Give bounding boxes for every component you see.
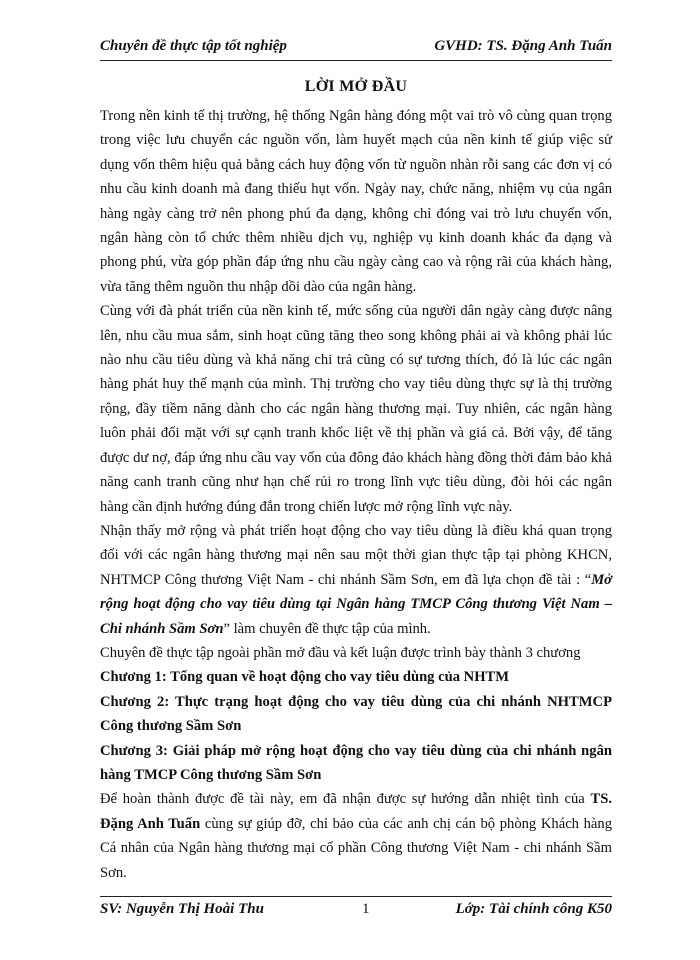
document-body xyxy=(100,104,612,885)
header-right: GVHD: TS. Đặng Anh Tuấn xyxy=(434,38,612,54)
paragraph-thanks-tail: cùng sự giúp đỡ, chỉ bảo của các anh chị cán bộ phòng Khách hàng Cá nhân của Ngân hàng thương mại cổ phần Công thương Việt Nam - chi nhánh Sầm Sơn. xyxy=(100,815,612,881)
chapter-2: Chương 2: Thực trạng hoạt động cho vay tiêu dùng của chi nhánh NHTMCP Công thương Sầm Sơn xyxy=(100,693,612,735)
paragraph-topic-lead: Nhận thấy mở rộng và phát triển hoạt động cho vay tiêu dùng là điều khá quan trọng đối với các ngân hàng thương mại nên sau một thời gian thực tập tại phòng KHCN, NHTMCP Công thương Việt Nam - chi nhánh Sầm Sơn, em đã lựa chọn đề tài : “ xyxy=(100,522,612,588)
chapter-3: Chương 3: Giải pháp mở rộng hoạt động cho vay tiêu dùng của chi nhánh ngân hàng TMCP Công thương Sầm Sơn xyxy=(100,742,612,783)
paragraph-topic-tail: ” làm chuyên đề thực tập của mình. xyxy=(223,620,431,637)
page-footer xyxy=(100,896,612,921)
paragraph-thanks-lead: Để hoàn thành được đề tài này, em đã nhận được sự hướng dẫn nhiệt tình của xyxy=(100,791,591,808)
paragraph-structure: Chuyên đề thực tập ngoài phần mở đầu và kết luận được trình bày thành 3 chương xyxy=(100,644,581,661)
footer-class: Lớp: Tài chính công K50 xyxy=(455,901,612,917)
paragraph-context: Cùng với đà phát triển của nền kinh tế, mức sống của người dân ngày càng được nâng lên, nhu cầu mua sắm, sinh hoạt cũng tăng theo song không phải ai và không phải lúc nào nhu cầu tiêu dùng và khả năng chi trả cũng có sự tương thích, đó là lúc các ngân hàng phát huy thế mạnh của mình. Thị trường cho vay tiêu dùng thực sự là thị trường rộng, đầy tiềm năng dành cho các ngân hàng thương mại. Tuy nhiên, các ngân hàng luôn phải đối mặt với sự cạnh tranh khốc liệt về thị phần và giá cả. Bởi vậy, để tăng được dư nợ, đáp ứng nhu cầu vay vốn của đông đảo khách hàng đồng thời đảm bảo khả năng canh tranh cũng như hạn chế rủi ro trong lĩnh vực tiêu dùng, đòi hỏi các ngân hàng cần định hướng đúng đắn trong chiến lược mở rộng lĩnh vực này. xyxy=(100,303,612,515)
page-title: LỜI MỞ ĐẦU xyxy=(304,78,408,95)
paragraph-topic xyxy=(100,519,612,641)
page-header xyxy=(100,38,612,61)
paragraph-thanks xyxy=(100,787,612,885)
page-number: 1 xyxy=(362,901,370,917)
footer-student: SV: Nguyễn Thị Hoài Thu xyxy=(100,901,264,917)
advisor-name: TS. Đặng Anh Tuấn xyxy=(100,791,612,832)
chapter-1: Chương 1: Tổng quan về hoạt động cho vay tiêu dùng của NHTM xyxy=(100,669,510,686)
paragraph-intro: Trong nền kinh tế thị trường, hệ thống Ngân hàng đóng một vai trò vô cùng quan trọng trong việc lưu chuyển các nguồn vốn, làm huyết mạch của nền kinh tế giúp việc sử dụng vốn thêm hiệu quả bằng cách huy động vốn từ nguồn nhàn rỗi sang các đơn vị có nhu cầu kinh doanh mà đang thiếu hụt vốn. Ngày nay, chức năng, nhiệm vụ của ngân hàng ngày càng trở nên phong phú đa dạng, không chỉ đóng vai trò lưu chuyển vốn, ngân hàng còn tổ chức thêm nhiều dịch vụ, nghiệp vụ kinh doanh khác đa dạng và phong phú, vừa góp phần đáp ứng nhu cầu ngày càng cao và rộng rãi của khách hàng, vừa tăng thêm nguồn thu nhập dồi dào của ngân hàng. xyxy=(100,108,612,295)
header-left: Chuyên đề thực tập tốt nghiệp xyxy=(100,38,287,54)
topic-title: Mở rộng hoạt động cho vay tiêu dùng tại Ngân hàng TMCP Công thương Việt Nam – Chi nhánh Sầm Sơn xyxy=(100,571,612,637)
